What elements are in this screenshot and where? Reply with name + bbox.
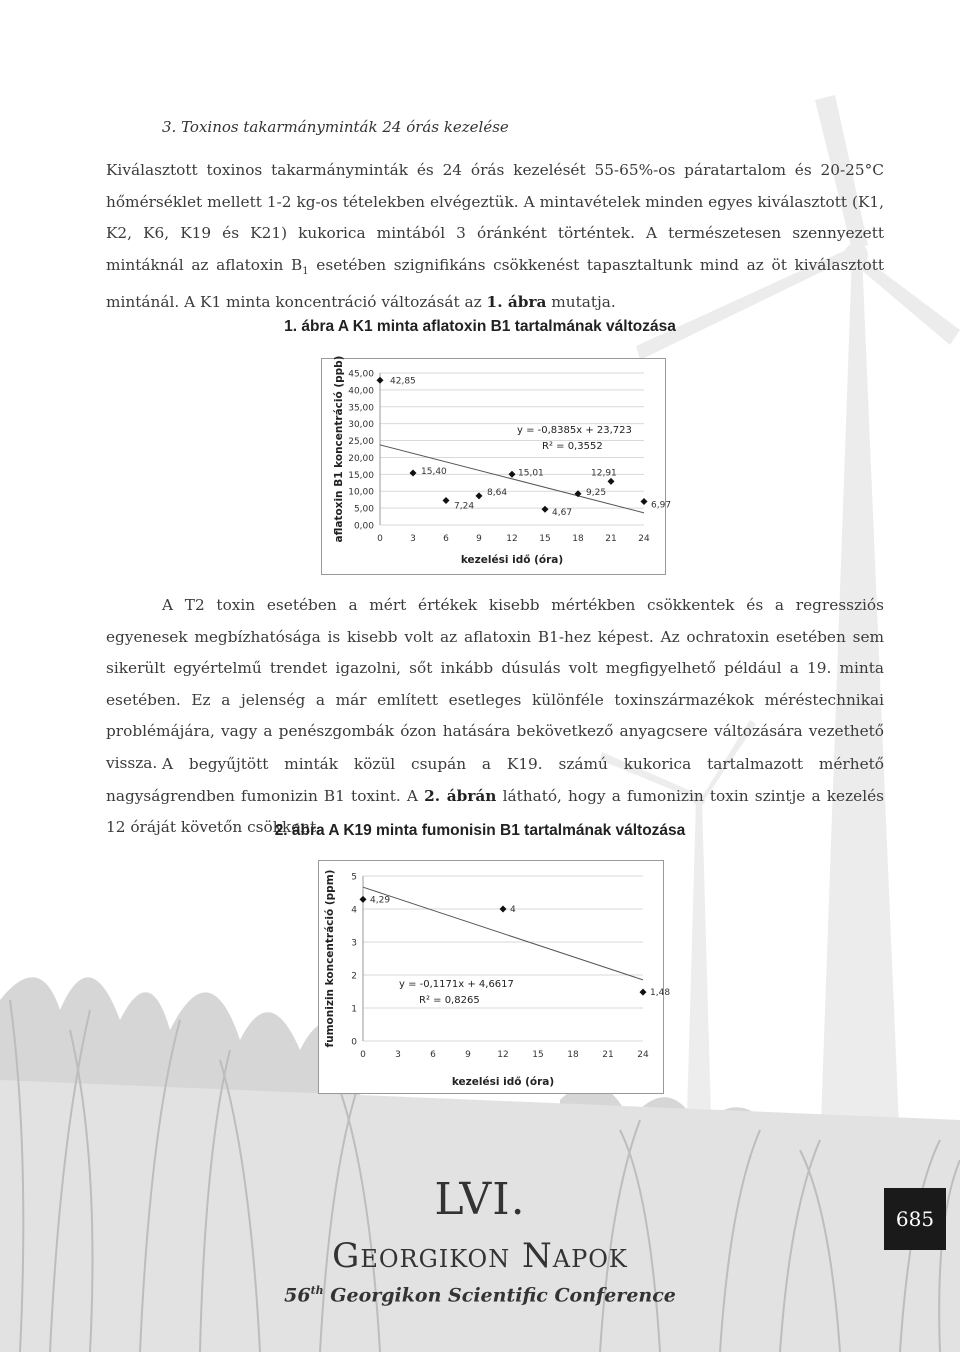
data-point (608, 478, 615, 485)
data-label: 4,67 (552, 508, 573, 519)
x-tick-label: 12 (497, 1050, 509, 1060)
data-point (443, 497, 450, 504)
y-tick-label: 25,00 (348, 437, 374, 448)
x-axis-label: kezelési idő (óra) (460, 554, 564, 566)
page-number: 685 (884, 1188, 946, 1250)
x-tick-label: 6 (430, 1050, 436, 1060)
footer-conference-title: Georgikon Napok (332, 1236, 628, 1276)
data-point (542, 506, 549, 513)
paragraph-1: Kiválasztott toxinos takarmányminták és 24 órás kezelését 55-65%-os páratartalom és 20-25°C hőmérséklet mellett 1-2 kg-os tételekben elvégeztük. A mintavételek minden egyes kiválasztott (K1, K2, K6, K19 és K21) kukorica mintából 3 óránként történtek. A természetesen szennyezett mintáknál az aflatoxin $B_1$ esetében szignifikáns csökkenést tapasztaltunk mind az öt kiválasztott mintánál. A K1 minta koncentráció változását az 1. ábra mutatja. (106, 161, 885, 312)
data-point (410, 469, 417, 476)
y-tick-label: 0,00 (353, 521, 374, 532)
y-tick-label: 45,00 (348, 369, 374, 380)
paragraph-3: A begyűjtött minták közül csupán a K19. számú kukorica tartalmazott mérhető nagyságrendben fumonizin B1 toxint. A 2. ábrán látható, hogy a fumonizin toxin szintje a kezelés 12 óráját követőn csökkent. (106, 755, 884, 836)
x-tick-label: 18 (567, 1050, 579, 1060)
trendline (363, 887, 643, 980)
y-axis-label: aflatoxin B1 koncentráció (ppb) (333, 355, 345, 543)
data-label: 9,25 (586, 487, 607, 498)
x-tick-label: 21 (605, 534, 617, 544)
x-axis-label: kezelési idő (óra) (451, 1076, 555, 1088)
paragraph-2: A T2 toxin esetében a mért értékek kisebb mértékben csökkentek és a regressziós egyenesek megbízhatósága is kisebb volt az aflatoxin B1-hez képest. Az ochratoxin esetében sem sikerült egyértelmű trendet igazolni, sőt inkább dúsulás volt megfigyelhető például a 19. minta esetében. Ez a jelenség a már említett esetleges különféle toxinszármazékok méréstechnikai problémájára, vagy a penészgombák ózon hatására bekövetkező anyagcsere változására vezethető vissza. (106, 596, 884, 772)
data-point (500, 906, 507, 913)
y-tick-label: 30,00 (348, 420, 374, 431)
y-tick-label: 0 (351, 1037, 357, 1048)
data-label: 12,91 (591, 468, 617, 479)
data-label: 7,24 (454, 501, 475, 512)
figure-1-chart (321, 355, 672, 575)
r-squared: R² = 0,8265 (419, 995, 480, 1006)
data-label: 8,64 (487, 487, 508, 498)
y-axis-label: fumonizin koncentráció (ppm) (324, 869, 336, 1048)
x-tick-label: 24 (638, 534, 650, 544)
data-label: 15,01 (518, 468, 544, 479)
x-tick-label: 9 (465, 1050, 471, 1060)
data-point (509, 471, 516, 478)
y-tick-label: 4 (351, 905, 357, 916)
x-tick-label: 0 (360, 1050, 366, 1060)
regression-equation: y = -0,1171x + 4,6617 (399, 979, 514, 990)
y-tick-label: 3 (351, 938, 357, 949)
data-label: 42,85 (390, 376, 416, 387)
y-tick-label: 1 (351, 1004, 357, 1015)
y-tick-label: 35,00 (348, 403, 374, 414)
y-tick-label: 20,00 (348, 453, 374, 464)
data-label: 4 (510, 905, 516, 915)
data-point (360, 896, 367, 903)
y-tick-label: 5,00 (353, 504, 374, 515)
y-tick-label: 5 (351, 872, 357, 883)
x-tick-label: 3 (395, 1050, 401, 1060)
regression-equation: y = -0,8385x + 23,723 (517, 425, 632, 436)
data-label: 15,40 (421, 466, 447, 477)
data-point (641, 498, 648, 505)
x-tick-label: 12 (506, 534, 518, 544)
footer-subtitle: 56th Georgikon Scientific Conference (284, 1284, 676, 1307)
fumonisin-chart-svg (319, 861, 671, 1093)
section-heading: 3. Toxinos takarmányminták 24 órás kezelése (162, 118, 509, 136)
aflatoxin-chart-svg (322, 355, 672, 574)
x-tick-label: 24 (637, 1050, 649, 1060)
figure-1-caption: 1. ábra A K1 minta aflatoxin B1 tartalmának változása (284, 318, 676, 335)
figure-2-caption: 2. ábra A K19 minta fumonisin B1 tartalmának változása (274, 822, 686, 839)
x-tick-label: 18 (572, 534, 584, 544)
footer-edition: LVI. (434, 1174, 526, 1225)
x-tick-label: 6 (443, 534, 449, 544)
x-tick-label: 15 (532, 1050, 544, 1060)
data-point (640, 989, 647, 996)
x-tick-label: 9 (476, 534, 482, 544)
x-tick-label: 21 (602, 1050, 614, 1060)
data-point (476, 492, 483, 499)
y-tick-label: 10,00 (348, 487, 374, 498)
x-tick-label: 15 (539, 534, 551, 544)
data-label: 1,48 (650, 988, 671, 999)
x-tick-label: 0 (377, 534, 383, 544)
y-tick-label: 40,00 (348, 386, 374, 397)
y-tick-label: 15,00 (348, 470, 374, 481)
data-label: 4,29 (370, 895, 391, 906)
y-tick-label: 2 (351, 971, 357, 982)
r-squared: R² = 0,3552 (542, 441, 603, 452)
data-point (377, 377, 384, 384)
trendline (380, 445, 644, 513)
x-tick-label: 3 (410, 534, 416, 544)
data-label: 6,97 (651, 500, 672, 511)
figure-2-chart (318, 860, 671, 1094)
